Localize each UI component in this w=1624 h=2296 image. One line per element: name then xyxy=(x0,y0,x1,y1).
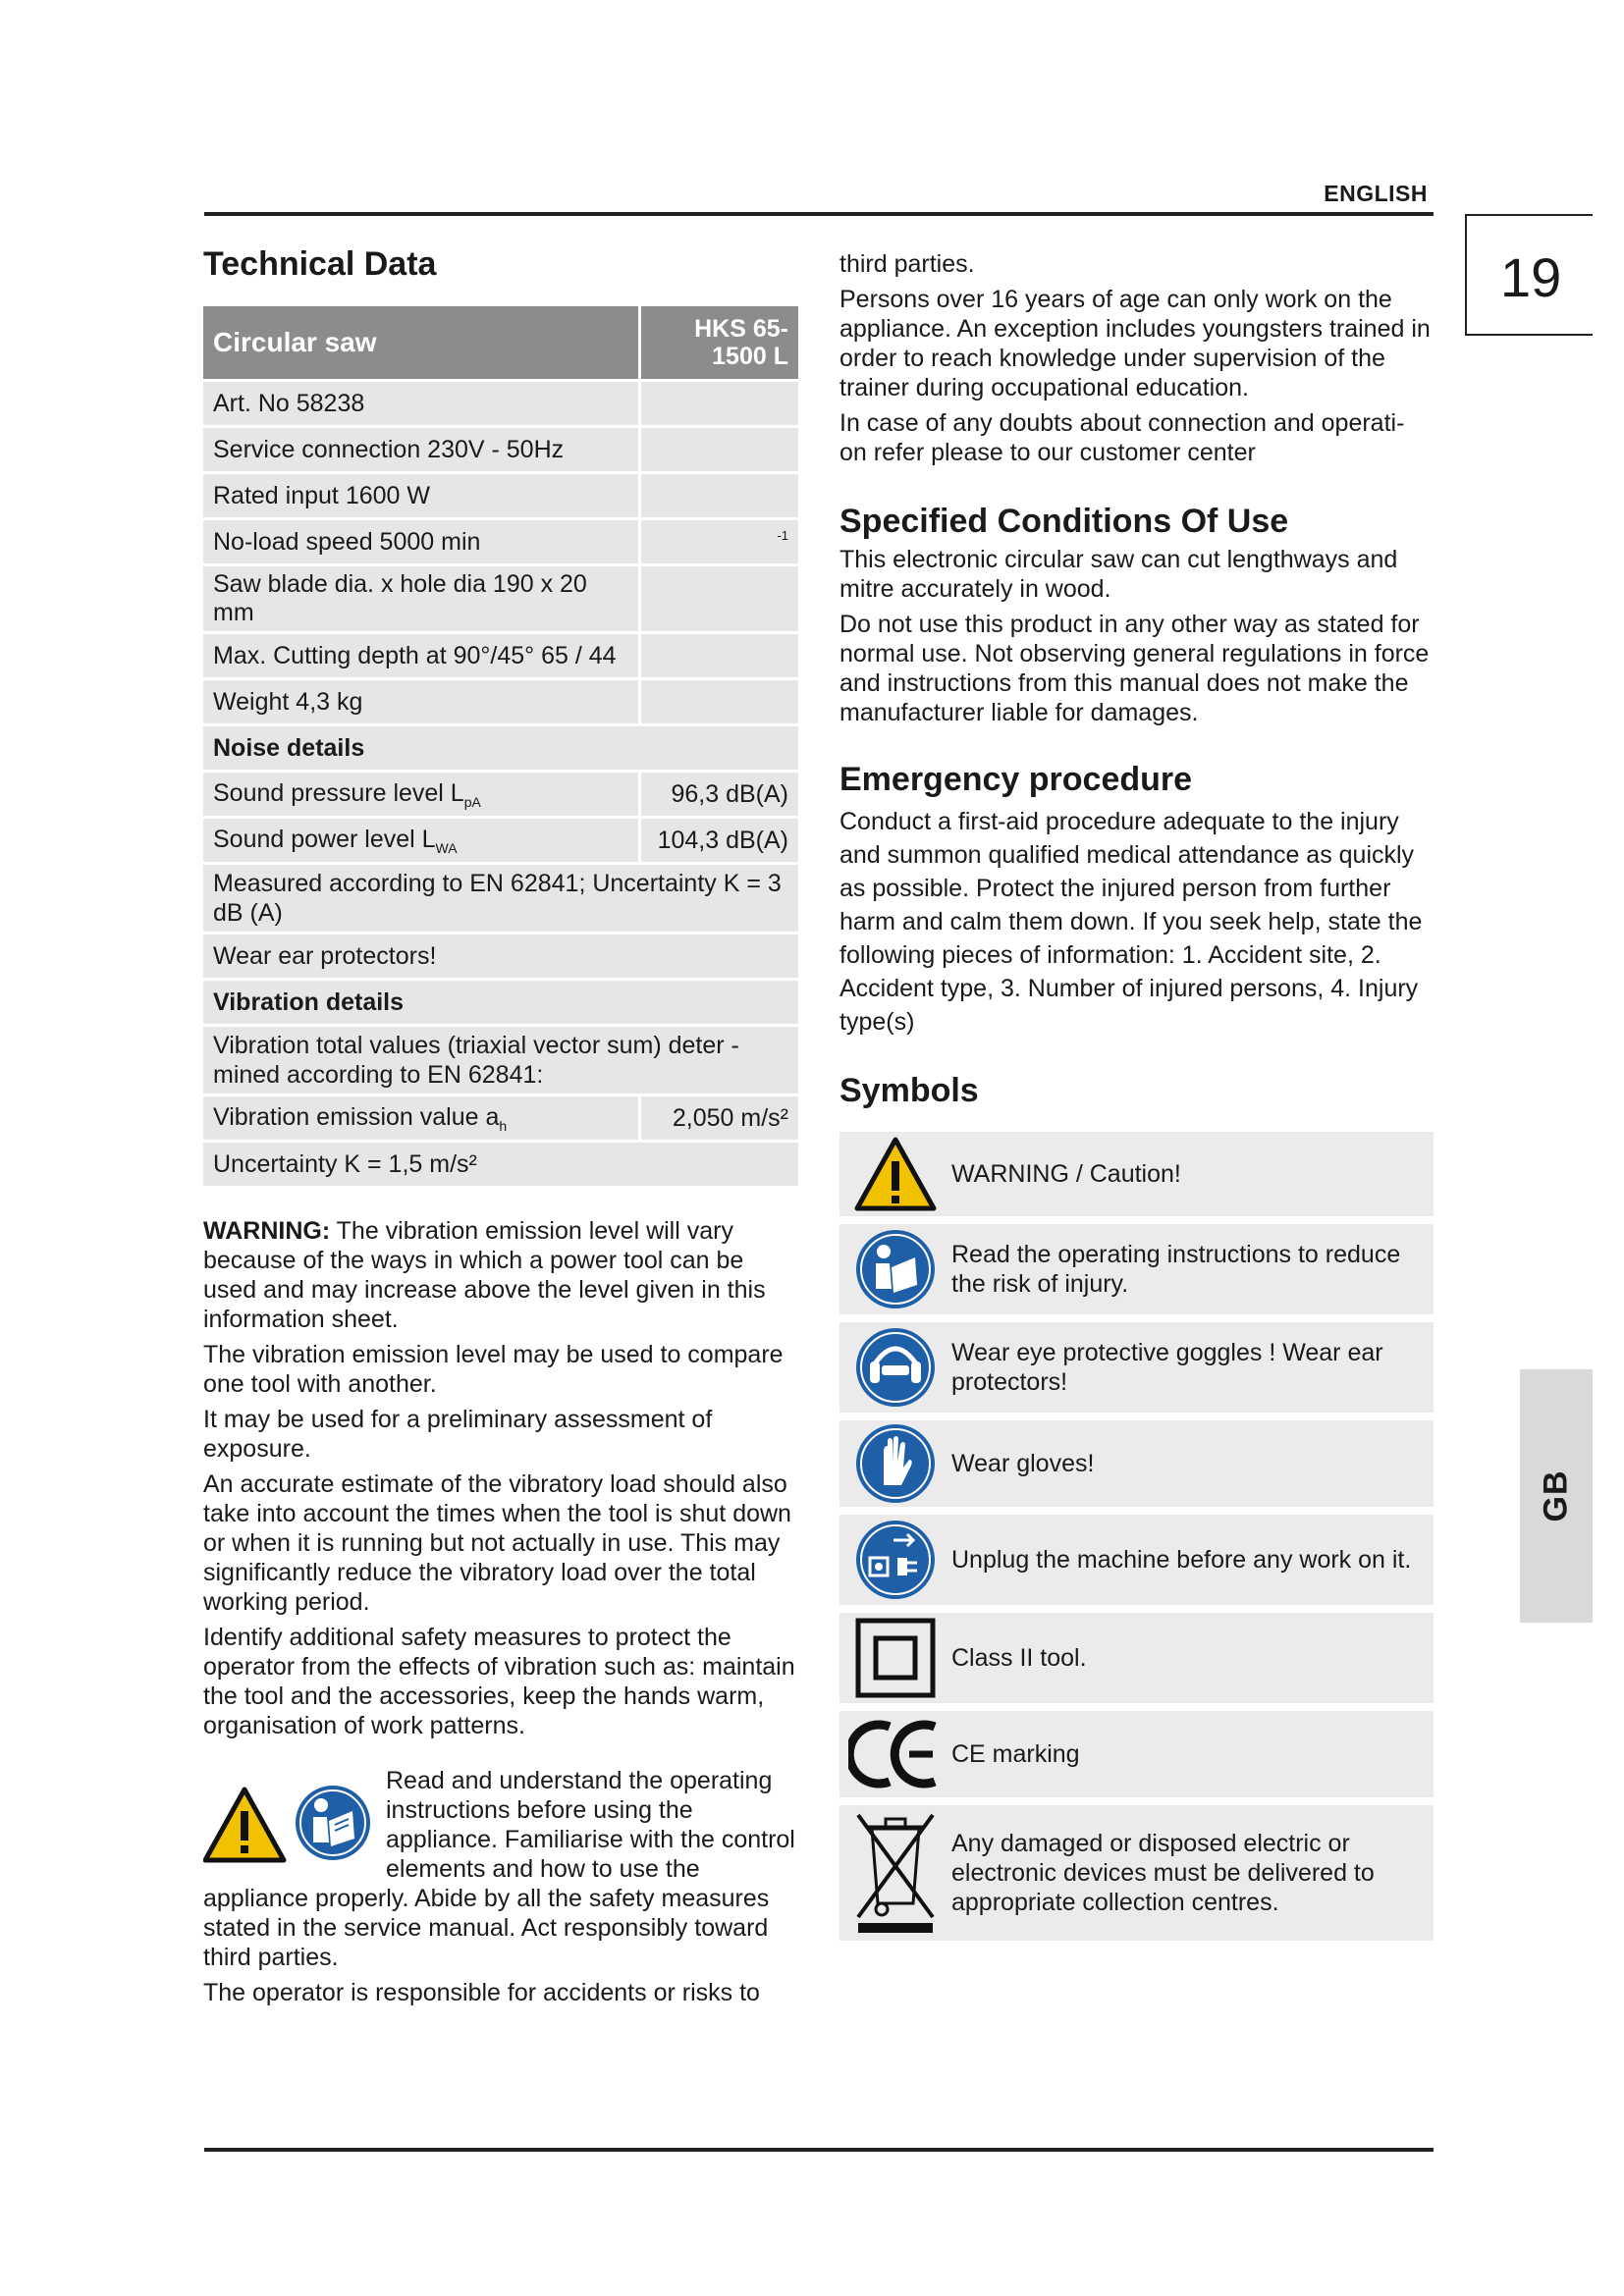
warning-and-manual-icons xyxy=(203,1784,380,1866)
weee-bin-icon xyxy=(839,1809,951,1937)
top-divider xyxy=(204,212,1434,216)
bottom-divider xyxy=(204,2148,1434,2152)
warning-text: WARNING: The vibration emission level will vary because of the ways in which a power tool can be used and may increase above the level given in this information sheet. The vibration emission level may be used to compare one tool with another. It may be used for a preliminary assessment of exposure. An accurate estimate of the vibratory load should also take into account the times when the tool is shut down or when it is running but not actually in use. This may significantly reduce the vibratory load over the total working period. Identify additional safety measures to protect the operator from the effects of vibration such as: maintain the tool and the accessories, keep the hands warm, organisation of work patterns. xyxy=(203,1217,795,1739)
read-manual-icon xyxy=(839,1228,951,1310)
warning-triangle-icon xyxy=(205,1789,284,1860)
side-tab-label: GB xyxy=(1537,1469,1575,1522)
table-row: Art. No 58238 xyxy=(203,382,798,425)
right-column: third parties. Persons over 16 years of age can only work on the appliance. An exception includes youngsters trained in order to reach knowledge under supervision of the trainer during occupational education. In case of any doubts about connection and operati- on refer please to our customer center Specified Conditions Of Use This electronic circular saw can cut lengthways and mitre accurately in wood. Do not use this product in any other way as stated for normal use. Not observing general regulations in force and instructions from this manual does not make the manufacturer liable for damages. Emergency procedure Conduct a first-aid procedure adequate to the injury and summon qualified medical attendance as quickly as possible. Protect the injured person from further harm and calm them down. If you seek help, state the following pieces of information: 1. Accident site, 2. Accident type, 3. Number of injured persons, 4. Injury type(s) Symbols WARNING / Caution! Read the operating instructions to reduce the risk of injury. Wear eye protective goggles ! Wear ear protectors! Wear gloves! Unplug the machine before any work on it. Class II tool. CE marking Any damaged or disposed electric or electronic devices must be delivered to appropriate collection centres. xyxy=(839,249,1434,1949)
symbols-title: Symbols xyxy=(839,1072,979,1109)
table-row: Vibration emission value $a_h$ 2,050 m/s² xyxy=(203,1096,798,1140)
table-row: Weight 4,3 kg xyxy=(203,680,798,723)
table-row: Service connection 230V - 50Hz xyxy=(203,428,798,471)
table-section-row: Vibration details xyxy=(203,981,798,1024)
warning-label: WARNING: xyxy=(203,1217,331,1245)
language-label: ENGLISH xyxy=(1324,181,1428,206)
symbol-row: Class II tool. xyxy=(839,1613,1434,1703)
ce-mark-icon xyxy=(839,1719,951,1789)
table-row: Wear ear protectors! xyxy=(203,934,798,978)
table-row: Max. Cutting depth at 90°/45° 65 / 44 xyxy=(203,634,798,677)
table-row: Sound pressure level $L_{pA}$ 96,3 dB(A) xyxy=(203,773,798,816)
table-row: Uncertainty K = 1,5 m/s² xyxy=(203,1143,798,1186)
table-row: Measured according to EN 62841; Uncertainty K = 3 dB (A) xyxy=(203,865,798,932)
unplug-icon xyxy=(839,1519,951,1601)
table-header-label: Circular saw xyxy=(203,306,638,379)
eye-ear-protection-icon xyxy=(839,1326,951,1409)
table-header-row xyxy=(203,306,798,379)
left-column xyxy=(203,245,797,2013)
page-number: 19 xyxy=(1500,246,1562,308)
symbol-row: WARNING / Caution! xyxy=(839,1132,1434,1216)
symbol-row: Unplug the machine before any work on it. xyxy=(839,1515,1434,1605)
table-row: Rated input 1600 W xyxy=(203,474,798,517)
read-instructions-notice: Read and understand the operating instructions before using the appliance. Familiarise with the control elements and how to use the appliance properly. Abide by all the safety measures stated in the service manual. Act responsibly toward third parties. The operator is responsible for accidents or risks to xyxy=(203,1767,795,2006)
table-row: Sound power level $L_{WA}$ 104,3 dB(A) xyxy=(203,819,798,862)
table-row: Saw blade dia. x hole dia 190 x 20 mm xyxy=(203,566,798,631)
table-section-row: Noise details xyxy=(203,726,798,770)
class-ii-icon xyxy=(839,1617,951,1699)
symbols-table xyxy=(839,1132,1434,1941)
symbol-row: Wear gloves! xyxy=(839,1420,1434,1507)
table-header-model: HKS 65-1500 L xyxy=(641,306,798,379)
table-row: No-load speed 5000 min $^{-1}$ xyxy=(203,520,798,563)
conditions-title: Specified Conditions Of Use xyxy=(839,503,1289,540)
emergency-title: Emergency procedure xyxy=(839,761,1193,798)
symbol-row: Read the operating instructions to reduce the risk of injury. xyxy=(839,1224,1434,1314)
warning-triangle-icon xyxy=(839,1136,951,1212)
technical-data-title: Technical Data xyxy=(203,245,437,283)
symbol-row: CE marking xyxy=(839,1711,1434,1797)
symbol-row: Wear eye protective goggles ! Wear ear protectors! xyxy=(839,1322,1434,1413)
technical-data-table xyxy=(200,303,801,1189)
table-row: Vibration total values (triaxial vector sum) deter - mined according to EN 62841: xyxy=(203,1027,798,1094)
gloves-icon xyxy=(839,1422,951,1505)
symbol-row: Any damaged or disposed electric or electronic devices must be delivered to appropriate collection centres. xyxy=(839,1805,1434,1941)
read-manual-icon xyxy=(296,1786,370,1860)
